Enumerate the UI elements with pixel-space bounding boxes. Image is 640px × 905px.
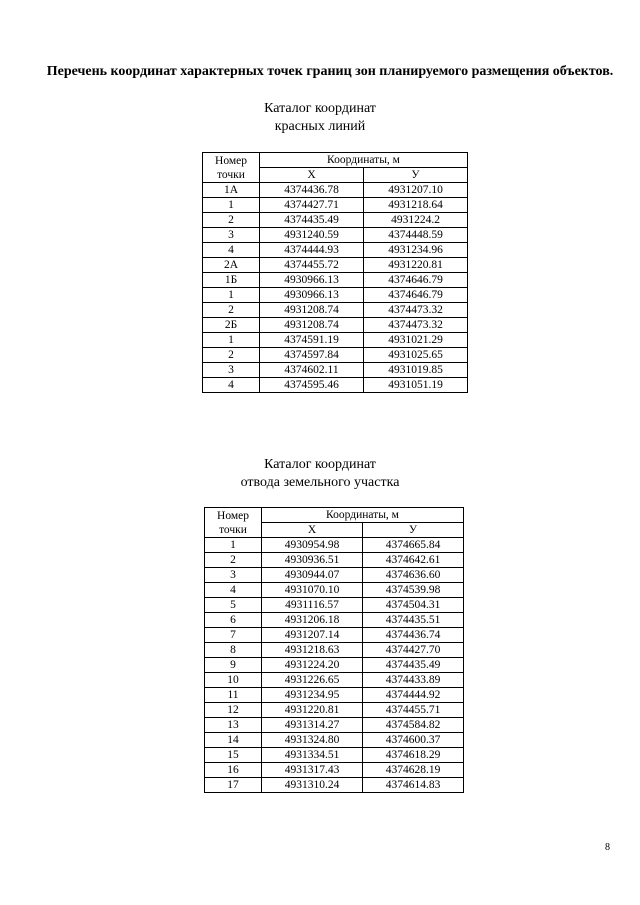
point-number-cell: 7 [205, 628, 262, 643]
point-number-cell: 12 [205, 703, 262, 718]
header-num-line2: точки [219, 523, 247, 536]
y-coordinate-cell: 4931218.64 [364, 198, 468, 213]
y-coordinate-cell: 4374444.92 [363, 688, 464, 703]
y-coordinate-cell: 4931025.65 [364, 348, 468, 363]
point-number-cell: 4 [203, 243, 260, 258]
y-coordinate-cell: 4374473.32 [364, 303, 468, 318]
point-number-cell: 15 [205, 748, 262, 763]
x-coordinate-cell: 4931310.24 [262, 778, 363, 793]
land-plot-catalog-title [0, 456, 640, 492]
table-row [203, 348, 468, 363]
point-number-cell: 11 [205, 688, 262, 703]
x-coordinate-cell: 4931224.20 [262, 658, 363, 673]
y-coordinate-cell: 4374600.37 [363, 733, 464, 748]
x-coordinate-cell: 4931207.14 [262, 628, 363, 643]
point-number-cell: 2Б [203, 318, 260, 333]
x-coordinate-cell: 4930966.13 [260, 288, 364, 303]
table-row [205, 538, 464, 553]
table-row [203, 258, 468, 273]
y-coordinate-cell: 4374427.70 [363, 643, 464, 658]
table-row [203, 288, 468, 303]
y-coordinate-cell: 4374665.84 [363, 538, 464, 553]
x-coordinate-cell: 4374444.93 [260, 243, 364, 258]
y-coordinate-cell: 4374646.79 [364, 288, 468, 303]
x-coordinate-cell: 4931314.27 [262, 718, 363, 733]
table-row [205, 778, 464, 793]
y-coordinate-cell: 4374618.29 [363, 748, 464, 763]
y-coordinate-cell: 4931019.85 [364, 363, 468, 378]
table-row [205, 733, 464, 748]
x-coordinate-cell: 4374595.46 [260, 378, 364, 393]
x-coordinate-cell: 4931070.10 [262, 583, 363, 598]
x-coordinate-cell: 4931116.57 [262, 598, 363, 613]
point-number-cell: 1 [203, 198, 260, 213]
y-coordinate-cell: 4374436.74 [363, 628, 464, 643]
table-row [205, 763, 464, 778]
point-number-cell: 2 [203, 348, 260, 363]
header-y: У [363, 523, 464, 538]
x-coordinate-cell: 4930966.13 [260, 273, 364, 288]
x-coordinate-cell: 4374597.84 [260, 348, 364, 363]
table-row [205, 688, 464, 703]
document-heading: Перечень координат характерных точек границ зон планируемого размещения объектов. [46, 64, 614, 79]
red-lines-title-line2: красных линий [274, 119, 366, 134]
point-number-cell: 16 [205, 763, 262, 778]
table-row [205, 598, 464, 613]
point-number-cell: 1А [203, 183, 260, 198]
y-coordinate-cell: 4931051.19 [364, 378, 468, 393]
x-coordinate-cell: 4931334.51 [262, 748, 363, 763]
table-row [205, 583, 464, 598]
red-lines-table [202, 152, 468, 393]
x-coordinate-cell: 4374427.71 [260, 198, 364, 213]
x-coordinate-cell: 4931220.81 [262, 703, 363, 718]
point-number-cell: 13 [205, 718, 262, 733]
table-row [203, 333, 468, 348]
y-coordinate-cell: 4374448.59 [364, 228, 468, 243]
x-coordinate-cell: 4931208.74 [260, 318, 364, 333]
y-coordinate-cell: 4931220.81 [364, 258, 468, 273]
y-coordinate-cell: 4374642.61 [363, 553, 464, 568]
y-coordinate-cell: 4374455.71 [363, 703, 464, 718]
table-row [205, 628, 464, 643]
table-row [203, 363, 468, 378]
table-row [203, 318, 468, 333]
page-number: 8 [605, 842, 610, 853]
point-number-cell: 2А [203, 258, 260, 273]
x-coordinate-cell: 4931206.18 [262, 613, 363, 628]
y-coordinate-cell: 4374646.79 [364, 273, 468, 288]
y-coordinate-cell: 4374435.51 [363, 613, 464, 628]
x-coordinate-cell: 4931208.74 [260, 303, 364, 318]
x-coordinate-cell: 4374436.78 [260, 183, 364, 198]
x-coordinate-cell: 4931324.80 [262, 733, 363, 748]
table-row [205, 643, 464, 658]
table-row [205, 553, 464, 568]
table-row [205, 658, 464, 673]
point-number-cell: 2 [203, 213, 260, 228]
land-plot-title-line2: отвода земельного участка [240, 475, 400, 490]
point-number-cell: 1Б [203, 273, 260, 288]
land-plot-title-line1: Каталог координат [264, 457, 376, 472]
point-number-cell: 4 [203, 378, 260, 393]
red-lines-catalog-title [0, 100, 640, 136]
table-row [205, 748, 464, 763]
table-row [205, 718, 464, 733]
header-num-line1: Номер [217, 509, 249, 522]
point-number-cell: 2 [205, 553, 262, 568]
land-plot-table [204, 507, 464, 793]
point-number-cell: 1 [205, 538, 262, 553]
header-y: У [364, 168, 468, 183]
x-coordinate-cell: 4931240.59 [260, 228, 364, 243]
x-coordinate-cell: 4931218.63 [262, 643, 363, 658]
point-number-cell: 2 [203, 303, 260, 318]
x-coordinate-cell: 4931226.65 [262, 673, 363, 688]
y-coordinate-cell: 4931234.96 [364, 243, 468, 258]
table-row [205, 673, 464, 688]
point-number-cell: 3 [205, 568, 262, 583]
point-number-cell: 9 [205, 658, 262, 673]
y-coordinate-cell: 4374435.49 [363, 658, 464, 673]
x-coordinate-cell: 4374591.19 [260, 333, 364, 348]
x-coordinate-cell: 4930954.98 [262, 538, 363, 553]
point-number-cell: 1 [203, 288, 260, 303]
table-row [203, 303, 468, 318]
point-number-cell: 3 [203, 363, 260, 378]
y-coordinate-cell: 4374584.82 [363, 718, 464, 733]
red-lines-title-line1: Каталог координат [264, 101, 376, 116]
table-row [203, 228, 468, 243]
x-coordinate-cell: 4931317.43 [262, 763, 363, 778]
x-coordinate-cell: 4374455.72 [260, 258, 364, 273]
red-lines-table-body [203, 183, 468, 393]
y-coordinate-cell: 4374636.60 [363, 568, 464, 583]
y-coordinate-cell: 4374473.32 [364, 318, 468, 333]
table-row [203, 183, 468, 198]
point-number-cell: 14 [205, 733, 262, 748]
point-number-cell: 4 [205, 583, 262, 598]
header-point-number [205, 508, 262, 538]
header-point-number [203, 153, 260, 183]
x-coordinate-cell: 4374602.11 [260, 363, 364, 378]
y-coordinate-cell: 4374504.31 [363, 598, 464, 613]
header-coordinates: Координаты, м [262, 508, 464, 523]
table-row [203, 213, 468, 228]
land-plot-table-body [205, 538, 464, 793]
x-coordinate-cell: 4374435.49 [260, 213, 364, 228]
y-coordinate-cell: 4374433.89 [363, 673, 464, 688]
point-number-cell: 1 [203, 333, 260, 348]
table-row [205, 703, 464, 718]
y-coordinate-cell: 4374614.83 [363, 778, 464, 793]
y-coordinate-cell: 4374628.19 [363, 763, 464, 778]
y-coordinate-cell: 4931021.29 [364, 333, 468, 348]
table-row [203, 273, 468, 288]
point-number-cell: 8 [205, 643, 262, 658]
y-coordinate-cell: 4931224.2 [364, 213, 468, 228]
header-x: X [262, 523, 363, 538]
table-row [203, 243, 468, 258]
header-num-line2: точки [217, 168, 245, 181]
header-num-line1: Номер [215, 154, 247, 167]
table-row [203, 198, 468, 213]
point-number-cell: 17 [205, 778, 262, 793]
table-row [203, 378, 468, 393]
point-number-cell: 10 [205, 673, 262, 688]
point-number-cell: 5 [205, 598, 262, 613]
x-coordinate-cell: 4930944.07 [262, 568, 363, 583]
y-coordinate-cell: 4931207.10 [364, 183, 468, 198]
point-number-cell: 3 [203, 228, 260, 243]
table-row [205, 613, 464, 628]
y-coordinate-cell: 4374539.98 [363, 583, 464, 598]
point-number-cell: 6 [205, 613, 262, 628]
header-coordinates: Координаты, м [260, 153, 468, 168]
x-coordinate-cell: 4930936.51 [262, 553, 363, 568]
x-coordinate-cell: 4931234.95 [262, 688, 363, 703]
table-row [205, 568, 464, 583]
header-x: X [260, 168, 364, 183]
